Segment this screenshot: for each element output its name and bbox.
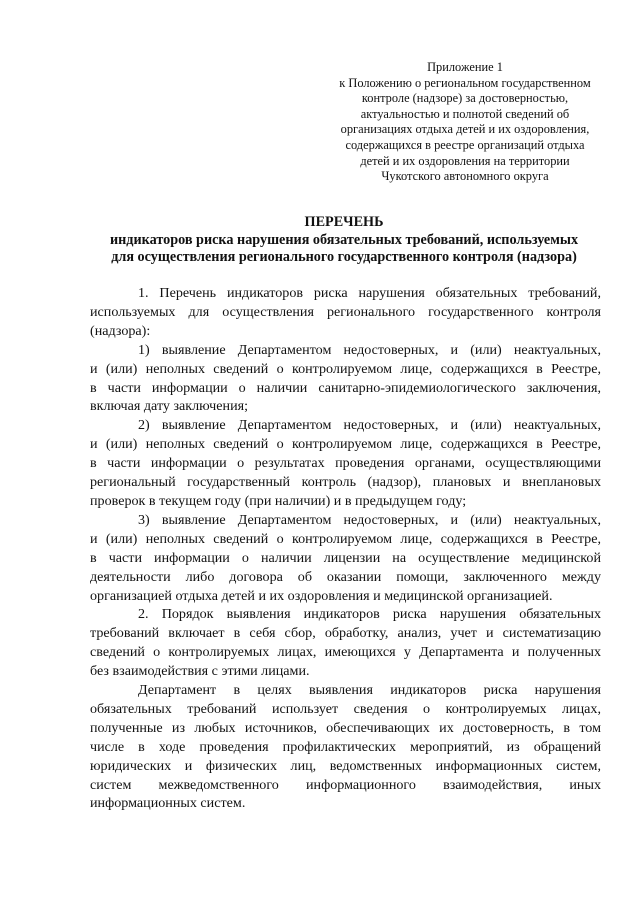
appendix-line: Чукотского автономного округа bbox=[381, 169, 549, 184]
appendix-header bbox=[322, 60, 608, 185]
text-line: (надзора): bbox=[90, 322, 151, 339]
text-line: систем межведомственного информационного взаимодействия, иных bbox=[90, 776, 601, 793]
list-item-1 bbox=[90, 341, 601, 417]
appendix-line: актуальностью и полнотой сведений об bbox=[360, 106, 570, 121]
text-line: без взаимодействия с этими лицами. bbox=[90, 663, 310, 680]
text-line: 2) выявление Департаментом недостоверных, и (или) неактуальных, bbox=[138, 417, 601, 434]
paragraph-2 bbox=[90, 605, 601, 681]
list-item-2 bbox=[90, 416, 601, 511]
text-line: проверок в текущем году (при наличии) и в предыдущем году; bbox=[90, 492, 467, 509]
text-line: информационных систем. bbox=[90, 795, 246, 812]
appendix-line: содержащихся в реестре организаций отдыха bbox=[345, 137, 585, 152]
text-line: региональный государственный контроль (надзор), плановых и внеплановых bbox=[90, 474, 601, 491]
text-line: и (или) неполных сведений о контролируемом лице, содержащихся в Реестре, bbox=[90, 530, 601, 547]
text-line: сведений о контролируемых лицах, имеющихся у Департамента и полученных bbox=[90, 644, 601, 661]
text-line: включая дату заключения; bbox=[90, 398, 249, 415]
paragraph-3 bbox=[90, 681, 601, 813]
appendix-line: к Положению о региональном государственном bbox=[339, 75, 591, 90]
text-line: в части информации о наличии санитарно-эпидемиологического заключения, bbox=[90, 379, 601, 396]
text-line: организацией отдыха детей и их оздоровления и медицинской организацией. bbox=[90, 587, 553, 604]
text-line: полученные из любых источников, обеспечивающих их достоверность, в том bbox=[90, 719, 601, 736]
text-line: 3) выявление Департаментом недостоверных, и (или) неактуальных, bbox=[138, 511, 601, 528]
text-line: 1. Перечень индикаторов риска нарушения обязательных требований, bbox=[138, 285, 601, 301]
title-heading: ПЕРЕЧЕНЬ bbox=[304, 214, 384, 230]
text-line: юридических и физических лиц, ведомственных информационных систем, bbox=[90, 757, 601, 774]
list-item-3 bbox=[90, 511, 601, 606]
appendix-line: организациях отдыха детей и их оздоровления, bbox=[340, 122, 590, 137]
text-line: 1) выявление Департаментом недостоверных, и (или) неактуальных, bbox=[138, 341, 601, 358]
document-title bbox=[88, 214, 600, 267]
text-line: используемых для осуществления регионального государственного контроля bbox=[90, 303, 601, 320]
title-subtitle-line: для осуществления регионального государственного контроля (надзора) bbox=[111, 249, 577, 265]
text-line: в части информации о результатах проведения органами, осуществляющими bbox=[90, 455, 601, 472]
text-line: и (или) неполных сведений о контролируемом лице, содержащихся в Реестре, bbox=[90, 436, 601, 453]
appendix-line: контроле (надзоре) за достоверностью, bbox=[361, 91, 569, 106]
document-body bbox=[90, 284, 601, 813]
text-line: в части информации о наличии лицензии на осуществление медицинской bbox=[90, 549, 601, 566]
text-line: деятельности либо договора об оказании помощи, заключенного между bbox=[90, 568, 601, 585]
title-subtitle-line: индикаторов риска нарушения обязательных требований, используемых bbox=[109, 231, 579, 248]
text-line: требований включает в себя сбор, обработку, анализ, учет и систематизацию bbox=[90, 625, 601, 642]
appendix-number: Приложение 1 bbox=[427, 60, 503, 74]
appendix-line: детей и их оздоровления на территории bbox=[360, 153, 570, 168]
paragraph-1 bbox=[90, 284, 601, 341]
text-line: обязательных требований использует сведения о контролируемых лицах, bbox=[90, 700, 601, 717]
text-line: и (или) неполных сведений о контролируемом лице, содержащихся в Реестре, bbox=[90, 360, 601, 377]
text-line: числе в ходе проведения профилактических мероприятий, из обращений bbox=[90, 738, 601, 755]
text-line: Департамент в целях выявления индикаторов риска нарушения bbox=[138, 682, 601, 699]
text-line: 2. Порядок выявления индикаторов риска нарушения обязательных bbox=[138, 606, 601, 623]
